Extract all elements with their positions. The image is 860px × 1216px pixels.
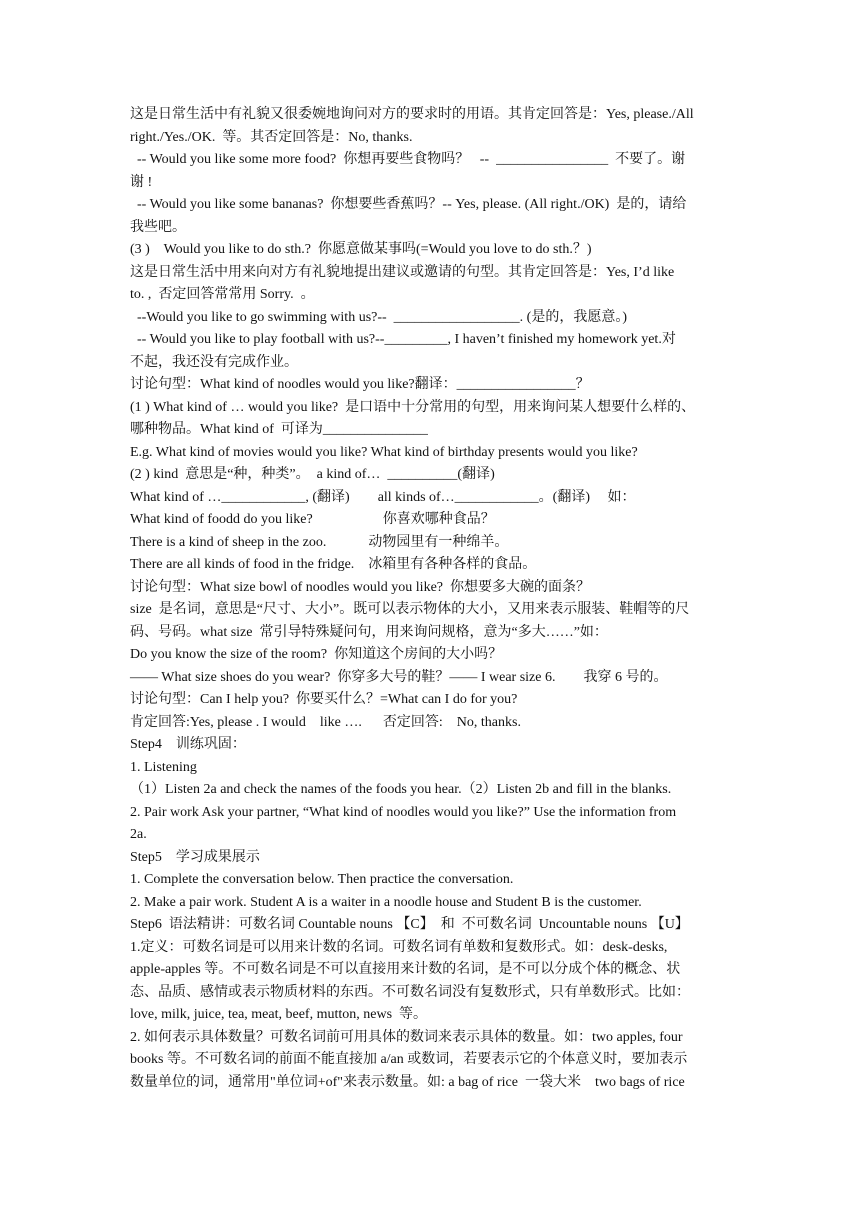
text-line: 1.定义：可数名词是可以用来计数的名词。可数名词有单数和复数形式。如：desk-desks,	[130, 939, 668, 955]
text-line: 谢 !	[130, 174, 153, 190]
text-line: (3 ) Would you like to do sth.? 你愿意做某事吗(=Would you love to do sth.？)	[130, 242, 592, 257]
text-line: What kind of …____________, (翻译) all kinds of…____________。(翻译) 如：	[130, 489, 636, 505]
text-line: There are all kinds of food in the fridge. 冰箱里有各种各样的食品。	[130, 557, 537, 572]
text-line: 1. Listening	[130, 759, 197, 775]
text-line: There is a kind of sheep in the zoo. 动物园里有一种绵羊。	[130, 534, 509, 550]
text-line: 码、号码。what size 常引导特殊疑问句，用来询问规格，意为“多大……”如：	[130, 624, 608, 640]
text-line: 肯定回答:Yes, please . I would like …. 否定回答: No, thanks.	[130, 714, 521, 730]
document-page	[130, 104, 732, 1094]
text-line: 态、品质、感情或表示物质材料的东西。不可数名词没有复数形式，只有单数形式。比如：	[130, 984, 690, 1000]
text-line: 2. Pair work Ask your partner, “What kind of noodles would you like?” Use the information from	[130, 804, 677, 820]
text-line: -- Would you like to play football with us?--_________, I haven’t finished my homework yet.对	[130, 332, 676, 347]
text-line: right./Yes./OK. 等。其否定回答是：No, thanks.	[130, 129, 413, 145]
text-line: 不起，我还没有完成作业。	[130, 354, 298, 370]
text-line: 讨论句型：What size bowl of noodles would you like? 你想要多大碗的面条？	[130, 579, 591, 595]
text-line: love, milk, juice, tea, meat, beef, mutton, news 等。	[130, 1007, 428, 1022]
text-line: E.g. What kind of movies would you like? What kind of birthday presents would you like?	[130, 444, 638, 460]
text-line: (1 ) What kind of … would you like? 是口语中十分常用的句型，用来询问某人想要什么样的、	[130, 399, 696, 415]
text-line: to. , 否定回答常常用 Sorry. 。	[130, 287, 315, 302]
text-line: What kind of foodd do you like? 你喜欢哪种食品？	[130, 512, 495, 527]
text-line: (2 ) kind 意思是“种，种类”。 a kind of… __________(翻译)	[130, 467, 495, 482]
text-line: 讨论句型：Can I help you? 你要买什么？=What can I do for you?	[130, 692, 518, 707]
text-line: 我些吧。	[130, 219, 186, 235]
text-line: 2a.	[130, 827, 147, 842]
text-line: 1. Complete the conversation below. Then practice the conversation.	[130, 872, 514, 887]
text-line: --Would you like to go swimming with us?-- __________________. (是的，我愿意。)	[130, 309, 628, 325]
text-line: Step5 学习成果展示	[130, 849, 260, 865]
text-line: Step6 语法精讲：可数名词 Countable nouns 【C】 和 不可数名词 Uncountable nouns 【U】	[130, 917, 689, 932]
text-line: Do you know the size of the room? 你知道这个房间的大小吗？	[130, 647, 503, 662]
text-line: 这是日常生活中用来向对方有礼貌地提出建议或邀请的句型。其肯定回答是：Yes, I’d like	[130, 264, 675, 280]
text-line: 2. 如何表示具体数量？可数名词前可用具体的数词来表示具体的数量。如：two apples, four	[130, 1029, 683, 1045]
text-line: 这是日常生活中有礼貌又很委婉地询问对方的要求时的用语。其肯定回答是：Yes, please./All	[130, 107, 694, 122]
text-line: 哪种物品。What kind of 可译为_______________	[130, 422, 428, 437]
text-line: —— What size shoes do you wear? 你穿多大号的鞋？—— I wear size 6. 我穿 6 号的。	[130, 669, 668, 685]
text-line: （1）Listen 2a and check the names of the foods you hear.（2）Listen 2b and fill in the blanks.	[130, 782, 672, 797]
text-line: Step4 训练巩固：	[130, 737, 246, 752]
text-line: -- Would you like some more food? 你想再要些食物吗？ -- ________________ 不要了。谢	[130, 152, 686, 167]
text-line: 讨论句型：What kind of noodles would you like?翻译：_________________？	[130, 377, 590, 392]
text-line: size 是名词，意思是“尺寸、大小”。既可以表示物体的大小，又用来表示服装、鞋帽等的尺	[130, 602, 690, 617]
text-line: apple-apples 等。不可数名词是不可以直接用来计数的名词，是不可以分成个体的概念、状	[130, 962, 681, 977]
text-line: 2. Make a pair work. Student A is a waiter in a noodle house and Student B is the customer.	[130, 894, 642, 910]
text-line: books 等。不可数名词的前面不能直接加 a/an 或数词，若要表示它的个体意义时，要加表示	[130, 1052, 688, 1067]
text-line: -- Would you like some bananas? 你想要些香蕉吗？-- Yes, please. (All right./OK) 是的，请给	[130, 197, 687, 212]
text-line: 数量单位的词，通常用"单位词+of"来表示数量。如: a bag of rice 一袋大米 two bags of rice	[130, 1074, 685, 1090]
